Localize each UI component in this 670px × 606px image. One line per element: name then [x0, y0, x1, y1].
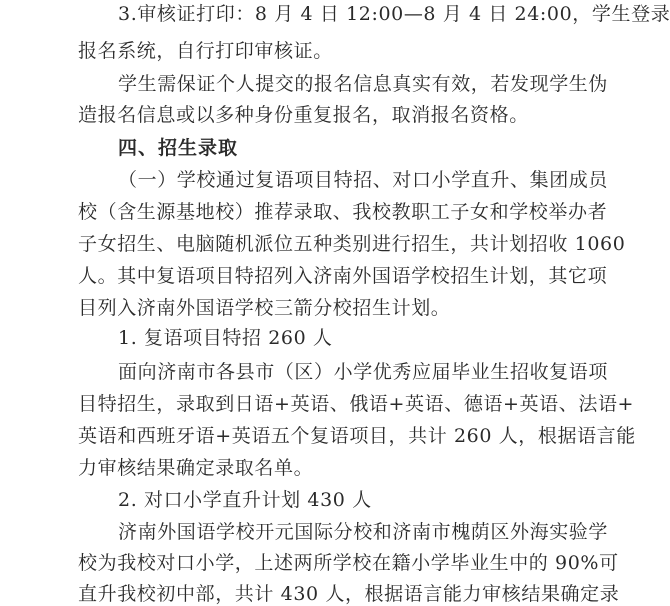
- subheading-1: 1. 复语项目特招 260 人: [118, 327, 333, 349]
- text-line-8: 子女招生、电脑随机派位五种类别进行招生，共计划招收 1060: [78, 233, 626, 255]
- text-line-14: 英语和西班牙语+英语五个复语项目，共计 260 人，根据语言能: [78, 425, 636, 447]
- subheading-2: 2. 对口小学直升计划 430 人: [118, 489, 372, 511]
- text-line-6: （一）学校通过复语项目特招、对口小学直升、集团成员: [118, 169, 609, 191]
- text-line-4: 造报名信息或以多种身份重复报名，取消报名资格。: [78, 104, 529, 126]
- text-line-9: 人。其中复语项目特招列入济南外国语学校招生计划，其它项: [78, 265, 608, 287]
- section-heading: 四、招生录取: [118, 137, 239, 159]
- text-line-2: 报名系统，自行打印审核证。: [78, 40, 333, 62]
- text-line-10: 目列入济南外国语学校三箭分校招生计划。: [78, 297, 451, 319]
- text-line-7: 校（含生源基地校）推荐录取、我校教职工子女和学校举办者: [78, 201, 608, 223]
- text-line-18: 校为我校对口小学，上述两所学校在籍小学毕业生中的 90%可: [78, 552, 619, 574]
- text-line-15: 力审核结果确定录取名单。: [78, 457, 314, 479]
- text-line-17: 济南外国语学校开元国际分校和济南市槐荫区外海实验学: [118, 521, 609, 543]
- text-line-1: 3.审核证打印：8 月 4 日 12:00—8 月 4 日 24:00，学生登录: [118, 3, 670, 25]
- text-line-12: 面向济南市各县市（区）小学优秀应届毕业生招收复语项: [118, 361, 609, 383]
- text-line-13: 目特招生，录取到日语+英语、俄语+英语、德语+英语、法语+: [78, 393, 635, 415]
- text-line-19: 直升我校初中部，共计 430 人，根据语言能力审核结果确定录: [78, 583, 620, 605]
- text-line-3: 学生需保证个人提交的报名信息真实有效，若发现学生伪: [118, 73, 609, 95]
